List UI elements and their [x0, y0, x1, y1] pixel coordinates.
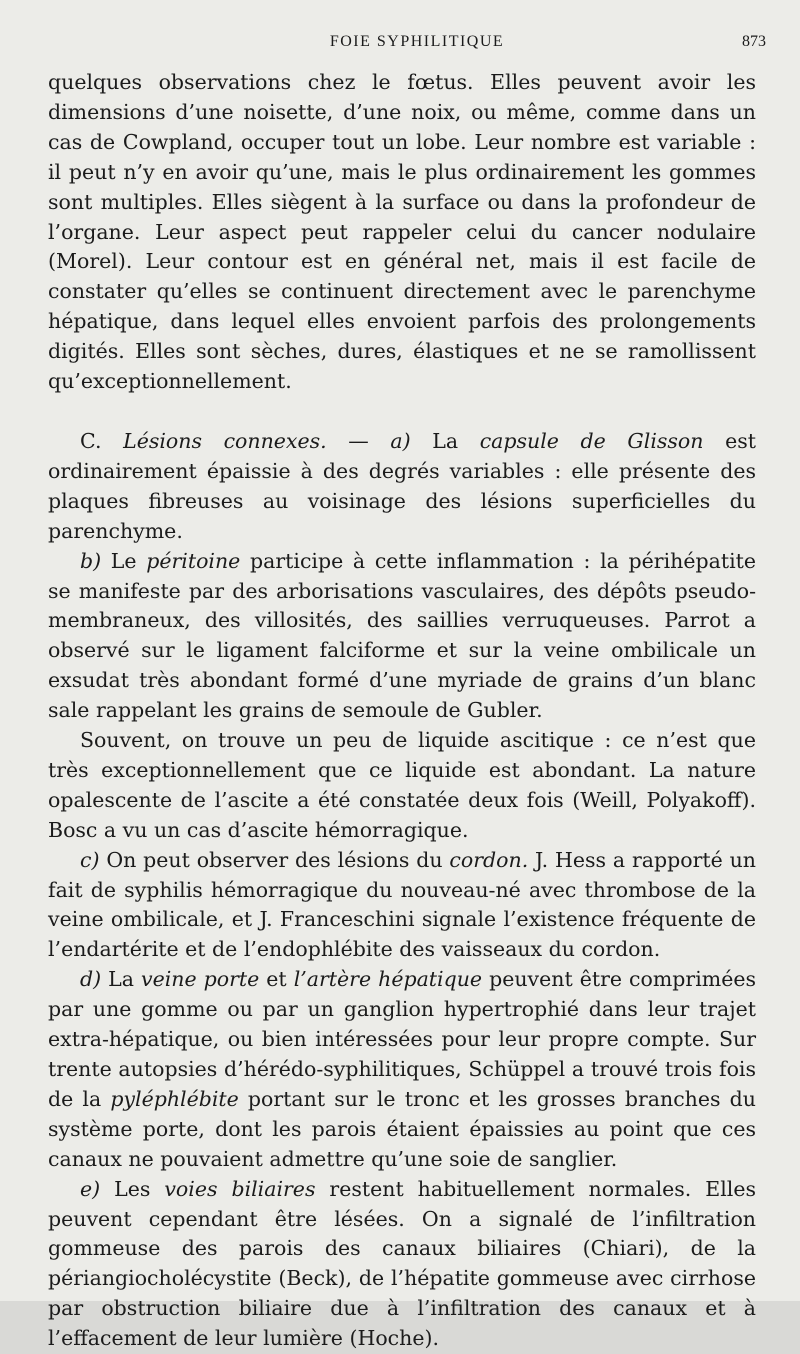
- paragraph-lesions-connexes-a: [48, 427, 756, 547]
- paragraph-text: Souvent, on trouve un peu de liquide ascitique : ce n’est que très exceptionnellement que ce liquide est abondant. La nature opalescente de l’ascite a été constatée deux fois (Weill, Polyakoff). Bosc a vu un cas d’ascite hémorragique.: [48, 728, 756, 842]
- paragraph-text: Les: [100, 1176, 165, 1201]
- paragraph-text: J. Hess a rapporté un fait de syphilis hémorragique du nouveau-né avec thrombose de la veine ombilicale, et J. Franceschini signale l’existence fréquente de l’endartérite et de l’endophlébite des vaisseaux du cordon.: [48, 847, 756, 962]
- item-marker: d): [80, 967, 102, 992]
- section-letter: C.: [80, 428, 124, 453]
- paragraph-text: participe à cette inflammation : la périhépatite se manifeste par des arborisations vasculaires, des dépôts pseudo-membraneux, des villosités, des saillies verruqueuses. Parrot a observé sur le ligament falciforme et sur la veine ombilicale un exsudat très abondant formé d’une myriade de grains d’un blanc sale rappelant les grains de semoule de Gubler.: [48, 548, 756, 723]
- running-header: [48, 33, 786, 59]
- paragraph-peritoine: [48, 547, 756, 726]
- paragraph-ascite: [48, 726, 756, 846]
- italic-term: voies biliaires: [164, 1176, 316, 1201]
- item-marker: a): [390, 428, 411, 453]
- page-number: 873: [742, 33, 766, 50]
- item-marker: b): [80, 548, 102, 573]
- running-title: FOIE SYPHILITIQUE: [329, 33, 505, 50]
- section-heading: Lésions connexes.: [123, 428, 327, 453]
- heading-dash: —: [326, 428, 391, 453]
- italic-term: pyléphlébite: [110, 1086, 239, 1111]
- paragraph-voies-biliaires: [48, 1175, 756, 1354]
- paragraph-text: quelques observations chez le fœtus. Elles peuvent avoir les dimensions d’une noisette, d’une noix, ou même, comme dans un cas de Cowpland, occuper tout un lobe. Leur nombre est variable : il peut n’y en avoir qu’une, mais le plus ordinairement les gommes sont multiples. Elles siègent à la surface ou dans la profondeur de l’organe. Leur aspect peut rappeler celui du cancer nodulaire (Morel). Leur contour est en général net, mais il est facile de constater qu’elles se continuent directement avec le parenchyme hépatique, dans lequel elles envoient parfois des prolongements digités. Elles sont sèches, dures, élastiques et ne se ramollissent qu’exceptionnellement.: [48, 70, 756, 394]
- paragraph-text: portant sur le tronc et les grosses branches du système porte, dont les parois étaient épaissies au point que ces canaux ne pouvaient admettre qu’une soie de sanglier.: [48, 1086, 756, 1171]
- paragraph-cordon: [48, 846, 756, 966]
- paragraph-text: La: [101, 967, 142, 992]
- paragraph-text: est ordinairement épaissie à des degrés variables : elle présente des plaques fibreuses au voisinage des lésions superficielles du parenchyme.: [48, 428, 756, 543]
- italic-term: péritoine: [146, 548, 241, 573]
- paragraph-text: La: [410, 428, 480, 453]
- item-marker: c): [80, 847, 100, 872]
- body-text: [48, 68, 756, 1354]
- paragraph-text: On peut observer des lésions du: [99, 847, 450, 872]
- paragraph-gommes-description: [48, 68, 756, 397]
- italic-term: capsule de Glisson: [479, 428, 704, 453]
- italic-term: l’artère hépatique: [293, 967, 483, 992]
- italic-term: cordon.: [449, 847, 529, 872]
- paragraph-text: restent habituellement normales. Elles peuvent cependant être lésées. On a signalé de l’infiltration gommeuse des parois des canaux biliaires (Chiari), de la périangiocholécystite (Beck), de l’hépatite gommeuse avec cirrhose par obstruction biliaire due à l’infiltration des canaux et à l’effacement de leur lumière (Hoche).: [48, 1176, 756, 1351]
- paragraph-text: peuvent être comprimées par une gomme ou par un ganglion hypertrophié dans leur trajet extra-hépatique, ou bien intéressées pour leur propre compte. Sur trente autopsies d’hérédo-syphilitiques, Schüppel a trouvé trois fois de la: [48, 967, 757, 1111]
- paragraph-veine-porte: [48, 965, 756, 1174]
- paragraph-text: Le: [101, 548, 147, 573]
- italic-term: veine porte: [141, 967, 260, 992]
- item-marker: e): [80, 1176, 101, 1201]
- paragraph-text: et: [259, 967, 294, 992]
